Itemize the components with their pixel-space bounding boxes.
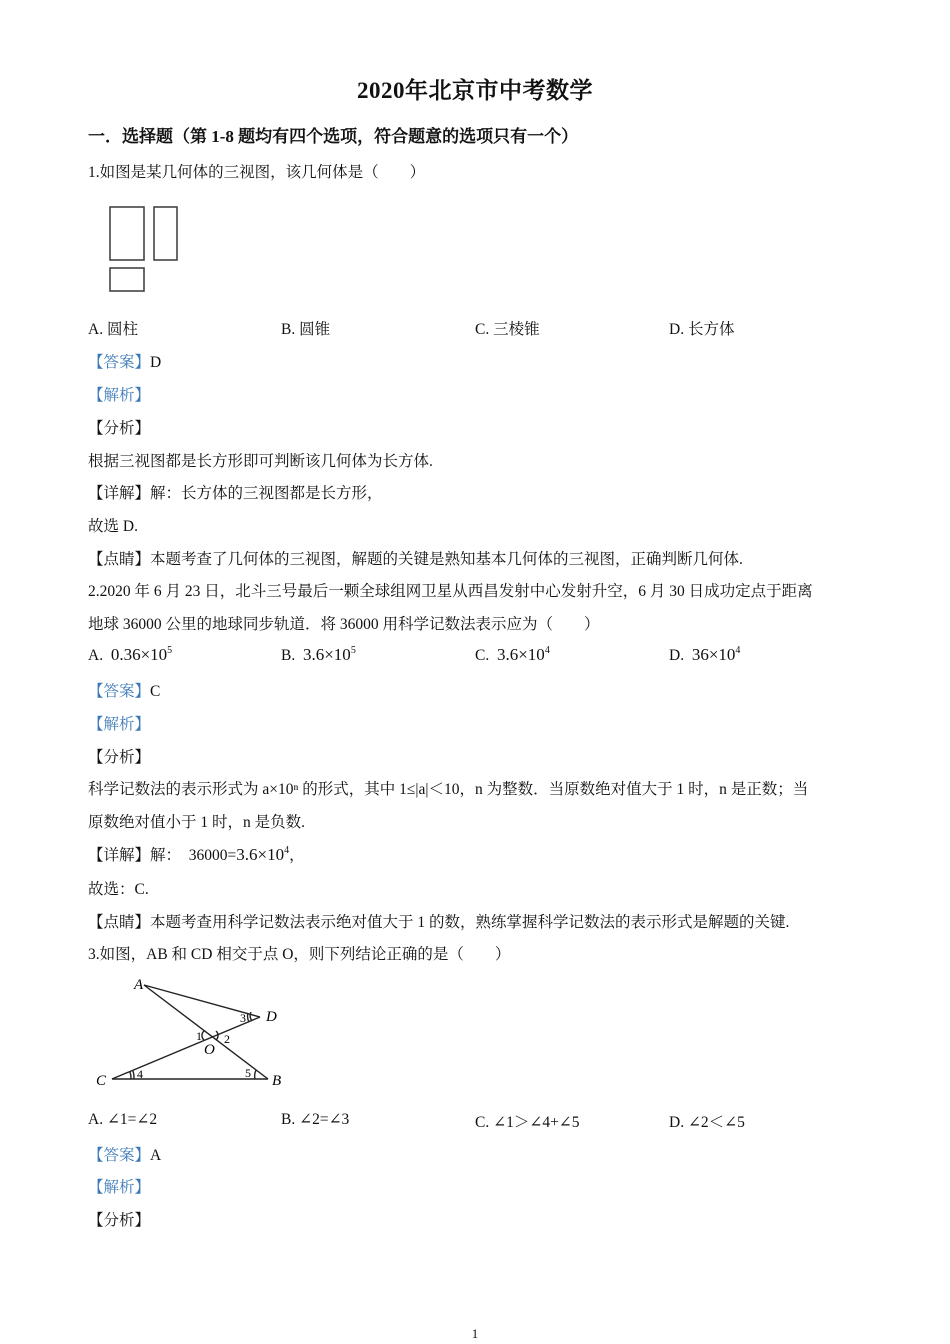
q2-jiexi-label: 【解析】 [88,716,151,733]
option-exp: 5 [350,645,356,656]
q1-option-a: A. 圆柱 [88,321,138,338]
option-exp: 5 [167,645,173,656]
page-number: 1 [471,1326,479,1341]
answer-value: D [150,354,162,371]
answer-label: 【答案】 [88,354,151,371]
q2-fenxi-line2: 原数绝对值小于 1 时，n 是负数. [88,814,306,831]
dianjing-text: 本题考查了几何体的三视图，解题的关键是熟知基本几何体的三视图，正确判断几何体. [150,551,743,568]
answer-value: A [150,1147,162,1164]
q1-xiangjie [88,481,383,503]
q2-option-c [475,645,550,665]
point-c-label: C [96,1073,107,1089]
xiangjie-label: 【详解】 [88,485,151,502]
option-exp: 4 [544,645,550,656]
xiangjie-exp: 4 [284,845,290,856]
option-base: 36×10 [691,645,736,664]
xiangjie-base: 3.6×10 [236,845,285,864]
option-letter: C. [475,647,490,664]
xiangjie-suffix: ， [289,847,305,864]
q2-option-b [281,645,356,665]
answer-label: 【答案】 [88,1147,151,1164]
q2-fenxi-label: 【分析】 [88,749,151,766]
q2-xiangjie [88,843,305,865]
answer-value: C [150,683,161,700]
q3-option-c: C. ∠1＞∠4+∠5 [475,1114,580,1131]
option-letter: A. [88,647,104,664]
q2-stem-line2: 地球 36000 公里的地球同步轨道．将 36000 用科学记数法表示应为（ ） [88,616,600,633]
angle-1-label: 1 [196,1029,202,1043]
dianjing-label: 【点睛】 [88,914,151,931]
xiangjie-label: 【详解】 [88,847,151,864]
q3-fenxi-label: 【分析】 [88,1212,151,1229]
angle-5-label: 5 [245,1066,251,1080]
section-heading: 一．选择题（第 1-8 题均有四个选项，符合题意的选项只有一个） [88,127,579,146]
option-letter: D. [669,647,685,664]
angle-4-label: 4 [137,1067,143,1081]
xiangjie-prefix: 解： 36000= [150,847,237,864]
q1-answer [88,350,161,372]
q1-three-view-figure [105,202,185,294]
angle-2-label: 2 [224,1032,230,1046]
xiangjie-text: 解：长方体的三视图都是长方形， [150,485,383,502]
option-base: 0.36×10 [110,645,168,664]
q1-conclusion: 故选 D. [88,518,138,535]
q3-option-a: A. ∠1=∠2 [88,1111,158,1128]
q3-answer [88,1143,161,1165]
option-exp: 4 [735,645,741,656]
q3-option-b: B. ∠2=∠3 [281,1111,350,1128]
q1-option-d: D. 长方体 [669,321,735,338]
q1-fenxi-label: 【分析】 [88,420,151,437]
q2-option-a [88,645,172,665]
q1-stem: 1.如图是某几何体的三视图，该几何体是（ ） [88,164,426,181]
q2-answer [88,679,160,701]
q1-dianjing [88,547,743,569]
answer-label: 【答案】 [88,683,151,700]
q1-option-b: B. 圆锥 [281,321,331,338]
q2-stem-line1: 2.2020 年 6 月 23 日，北斗三号最后一颗全球组网卫星从西昌发射中心发射升空，6 月 30 日成功定点于距离 [88,583,813,600]
q3-stem: 3.如图，AB 和 CD 相交于点 O，则下列结论正确的是（ ） [88,946,511,963]
dianjing-text: 本题考查用科学记数法表示绝对值大于 1 的数，熟练掌握科学记数法的表示形式是解题的关键. [150,914,790,931]
q1-jiexi-label: 【解析】 [88,387,151,404]
point-b-label: B [272,1073,282,1089]
q3-jiexi-label: 【解析】 [88,1179,151,1196]
point-a-label: A [134,977,144,993]
document-title: 2020年北京市中考数学 [357,78,593,103]
q1-option-c: C. 三棱锥 [475,321,540,338]
q2-fenxi-line1: 科学记数法的表示形式为 a×10ⁿ 的形式，其中 1≤|a|＜10，n 为整数．当原数绝对值大于 1 时，n 是正数；当 [88,781,809,798]
option-base: 3.6×10 [496,645,545,664]
q3-intersecting-lines-figure [88,972,298,1092]
point-d-label: D [266,1009,277,1025]
q1-fenxi-text: 根据三视图都是长方形即可判断该几何体为长方体. [88,453,433,470]
q2-dianjing [88,910,789,932]
dianjing-label: 【点睛】 [88,551,151,568]
option-letter: B. [281,647,296,664]
q3-option-d: D. ∠2＜∠5 [669,1114,745,1131]
q2-option-d [669,645,740,665]
q2-conclusion: 故选：C. [88,881,149,898]
point-o-label: O [204,1042,215,1058]
option-base: 3.6×10 [302,645,351,664]
angle-3-label: 3 [240,1011,246,1025]
